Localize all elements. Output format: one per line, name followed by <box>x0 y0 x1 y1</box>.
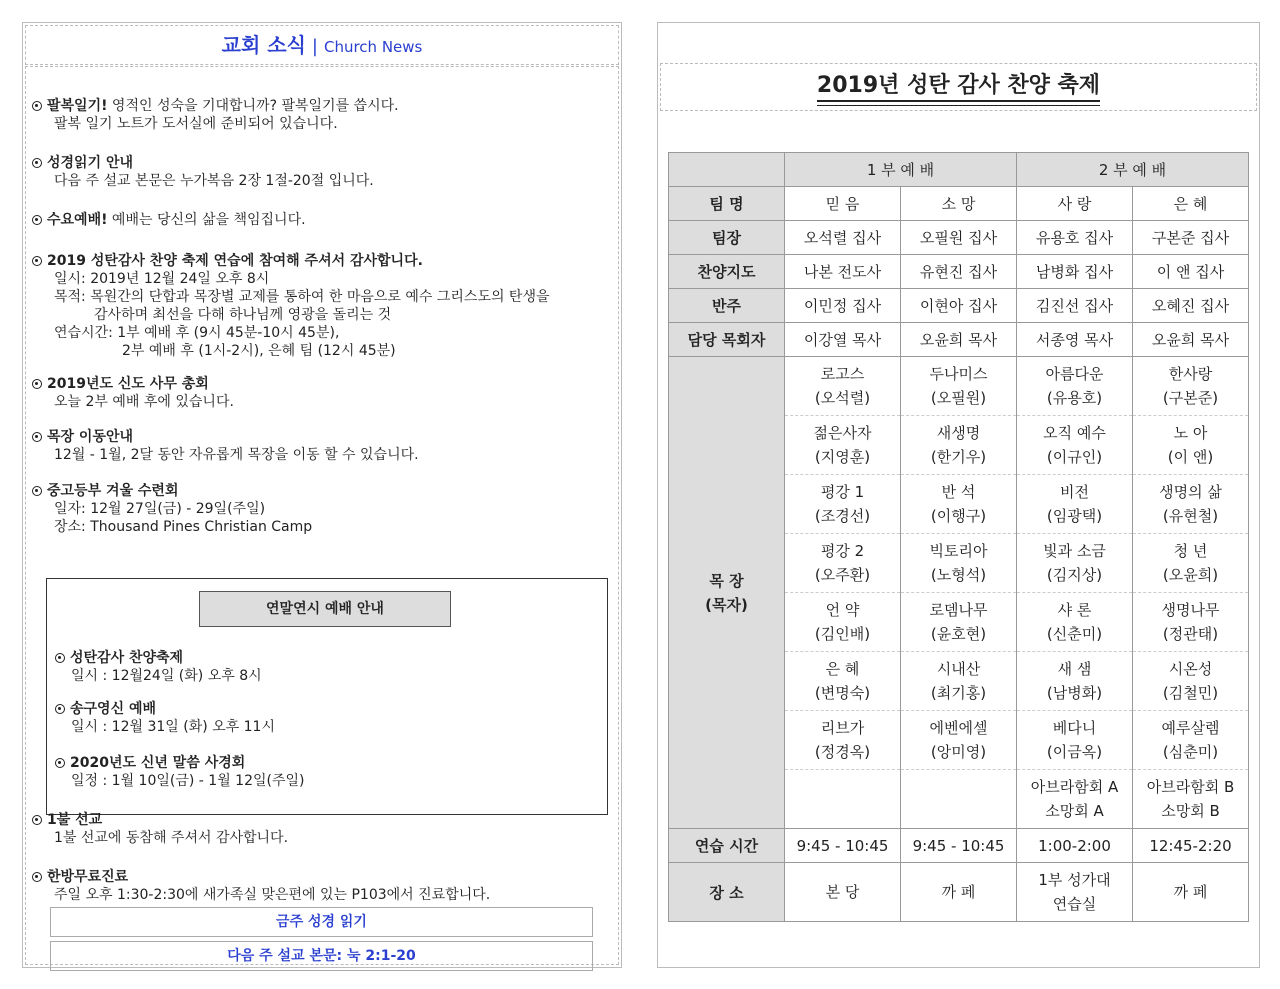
mokjang-row <box>669 357 1249 416</box>
part2-header: 2 부 예 배 <box>1017 153 1249 187</box>
church-news-panel <box>22 22 622 968</box>
mokjang-cell: 시내산 (최기홍) <box>901 652 1017 711</box>
target-bullet-icon <box>32 256 42 266</box>
news-item: 수요예배! 예배는 당신의 삶을 책임집니다. <box>32 211 306 229</box>
festival-panel <box>657 22 1260 968</box>
target-bullet-icon <box>32 158 42 168</box>
mokjang-cell: 언 약 (김인배) <box>785 593 901 652</box>
news-header <box>25 25 619 65</box>
mokjang-cell <box>785 770 901 829</box>
year-end-item: 2020년도 신년 말씀 사경회 일정 : 1월 10일(금) - 1월 12일(주일) <box>55 754 304 790</box>
mokjang-cell: 리브가 (정경옥) <box>785 711 901 770</box>
team-name: 은 혜 <box>1133 187 1249 221</box>
practice-time: 9:45 - 10:45 <box>785 829 901 863</box>
place-cell: 1부 성가대 연습실 <box>1017 863 1133 922</box>
mokjang-cell: 새 샘 (남병화) <box>1017 652 1133 711</box>
mokjang-cell: 샤 론 (신춘미) <box>1017 593 1133 652</box>
role-row: 찬양지도 나본 전도사 유현진 집사 남병화 집사 이 앤 집사 <box>669 255 1249 289</box>
target-bullet-icon <box>55 758 65 768</box>
mokjang-cell: 젊은사자 (지영훈) <box>785 416 901 475</box>
bible-reading-title: 금주 성경 읽기 <box>50 907 593 937</box>
news-item: 1불 선교 1불 선교에 동참해 주셔서 감사합니다. <box>32 811 288 847</box>
target-bullet-icon <box>32 815 42 825</box>
mokjang-cell: 시온성 (김철민) <box>1133 652 1249 711</box>
team-name: 믿 음 <box>785 187 901 221</box>
target-bullet-icon <box>55 704 65 714</box>
place-label: 장 소 <box>669 863 785 922</box>
role-row: 반주 이민정 집사 이현아 집사 김진선 집사 오혜진 집사 <box>669 289 1249 323</box>
part1-header: 1 부 예 배 <box>785 153 1017 187</box>
team-name: 사 랑 <box>1017 187 1133 221</box>
news-item: 성경읽기 안내 다음 주 설교 본문은 누가복음 2장 1절-20절 입니다. <box>32 154 374 190</box>
place-cell: 본 당 <box>785 863 901 922</box>
mokjang-cell: 아브라함회 A 소망회 A <box>1017 770 1133 829</box>
mokjang-cell: 청 년 (오윤희) <box>1133 534 1249 593</box>
news-title-divider: | <box>311 36 318 57</box>
team-name: 소 망 <box>901 187 1017 221</box>
role-row: 담당 목회자 이강열 목사 오윤희 목사 서종영 목사 오윤희 목사 <box>669 323 1249 357</box>
practice-label: 연습 시간 <box>669 829 785 863</box>
mokjang-cell: 비전 (임광택) <box>1017 475 1133 534</box>
festival-table <box>668 152 1249 922</box>
news-body <box>25 66 619 965</box>
mokjang-cell: 새생명 (한기우) <box>901 416 1017 475</box>
mokjang-cell: 아름다운 (유용호) <box>1017 357 1133 416</box>
mokjang-cell: 오직 예수 (이규인) <box>1017 416 1133 475</box>
news-title-en: Church News <box>323 38 423 56</box>
mokjang-cell: 빛과 소금 (김지상) <box>1017 534 1133 593</box>
mokjang-cell: 빅토리아 (노형석) <box>901 534 1017 593</box>
mokjang-cell: 생명의 삶 (유현철) <box>1133 475 1249 534</box>
mokjang-cell: 에벤에셀 (앙미영) <box>901 711 1017 770</box>
target-bullet-icon <box>32 872 42 882</box>
place-row <box>669 863 1249 922</box>
target-bullet-icon <box>32 215 42 225</box>
team-label: 팀 명 <box>669 187 785 221</box>
practice-time: 9:45 - 10:45 <box>901 829 1017 863</box>
mokjang-cell: 예루살렘 (심춘미) <box>1133 711 1249 770</box>
mokjang-cell: 베다니 (이금옥) <box>1017 711 1133 770</box>
year-end-title: 연말연시 예배 안내 <box>199 591 451 627</box>
festival-title: 2019년 성탄 감사 찬양 축제 <box>817 72 1100 102</box>
target-bullet-icon <box>32 101 42 111</box>
team-row <box>669 187 1249 221</box>
festival-title-box <box>660 63 1257 111</box>
news-item: 목장 이동안내 12월 - 1월, 2달 동안 자유롭게 목장을 이동 할 수 있습니다. <box>32 428 419 464</box>
target-bullet-icon <box>32 432 42 442</box>
news-item: 중고등부 겨울 수련회 일자: 12월 27일(금) - 29일(주일) 장소: Thousand Pines Christian Camp <box>32 482 312 536</box>
practice-time: 12:45-2:20 <box>1133 829 1249 863</box>
news-item: 한방무료진료 주일 오후 1:30-2:30에 새가족실 맞은편에 있는 P103에서 진료합니다. <box>32 868 490 904</box>
news-item: 팔복일기! 영적인 성숙을 기대합니까? 팔복일기를 씁시다. 팔복 일기 노트가 도서실에 준비되어 있습니다. <box>32 97 399 133</box>
mokjang-cell: 생명나무 (정관태) <box>1133 593 1249 652</box>
practice-row <box>669 829 1249 863</box>
mokjang-cell: 한사랑 (구본준) <box>1133 357 1249 416</box>
year-end-box <box>46 578 608 815</box>
table-header-row <box>669 153 1249 187</box>
year-end-item: 성탄감사 찬양축제 일시 : 12월24일 (화) 오후 8시 <box>55 649 262 685</box>
year-end-item: 송구영신 예배 일시 : 12월 31일 (화) 오후 11시 <box>55 700 275 736</box>
bible-reading-text: 다음 주 설교 본문: 눅 2:1-20 <box>50 941 593 971</box>
mokjang-cell: 로고스 (오석렬) <box>785 357 901 416</box>
mokjang-label: 목 장 (목자) <box>669 357 785 829</box>
mokjang-cell: 평강 1 (조경선) <box>785 475 901 534</box>
mokjang-cell: 노 아 (이 앤) <box>1133 416 1249 475</box>
news-title-ko: 교회 소식 <box>221 33 306 57</box>
mokjang-cell: 은 혜 (변명숙) <box>785 652 901 711</box>
target-bullet-icon <box>55 653 65 663</box>
target-bullet-icon <box>32 486 42 496</box>
place-cell: 까 페 <box>901 863 1017 922</box>
mokjang-cell: 아브라함회 B 소망회 B <box>1133 770 1249 829</box>
news-item: 2019년도 신도 사무 총회 오늘 2부 예배 후에 있습니다. <box>32 375 234 411</box>
mokjang-cell: 평강 2 (오주환) <box>785 534 901 593</box>
mokjang-cell: 반 석 (이행구) <box>901 475 1017 534</box>
target-bullet-icon <box>32 379 42 389</box>
mokjang-cell <box>901 770 1017 829</box>
mokjang-cell: 로뎀나무 (윤호현) <box>901 593 1017 652</box>
practice-time: 1:00-2:00 <box>1017 829 1133 863</box>
news-item: 2019 성탄감사 찬양 축제 연습에 참여해 주셔서 감사합니다. 일시: 2019년 12월 24일 오후 8시 목적: 목원간의 단합과 목장별 교제를 통하여 한 마음으로 예수 그리스도의 탄생을 감사하며 최선을 다해 하나님께 영광을 돌리는 것 연습시간: 1부 예배 후 (9시 45분-10시 45분), 2부 예배 후 (1시-2시), 은혜 팀 (12시 45분) <box>32 252 550 360</box>
place-cell: 까 페 <box>1133 863 1249 922</box>
role-row: 팀장 오석렬 집사 오필원 집사 유용호 집사 구본준 집사 <box>669 221 1249 255</box>
mokjang-cell: 두나미스 (오필원) <box>901 357 1017 416</box>
